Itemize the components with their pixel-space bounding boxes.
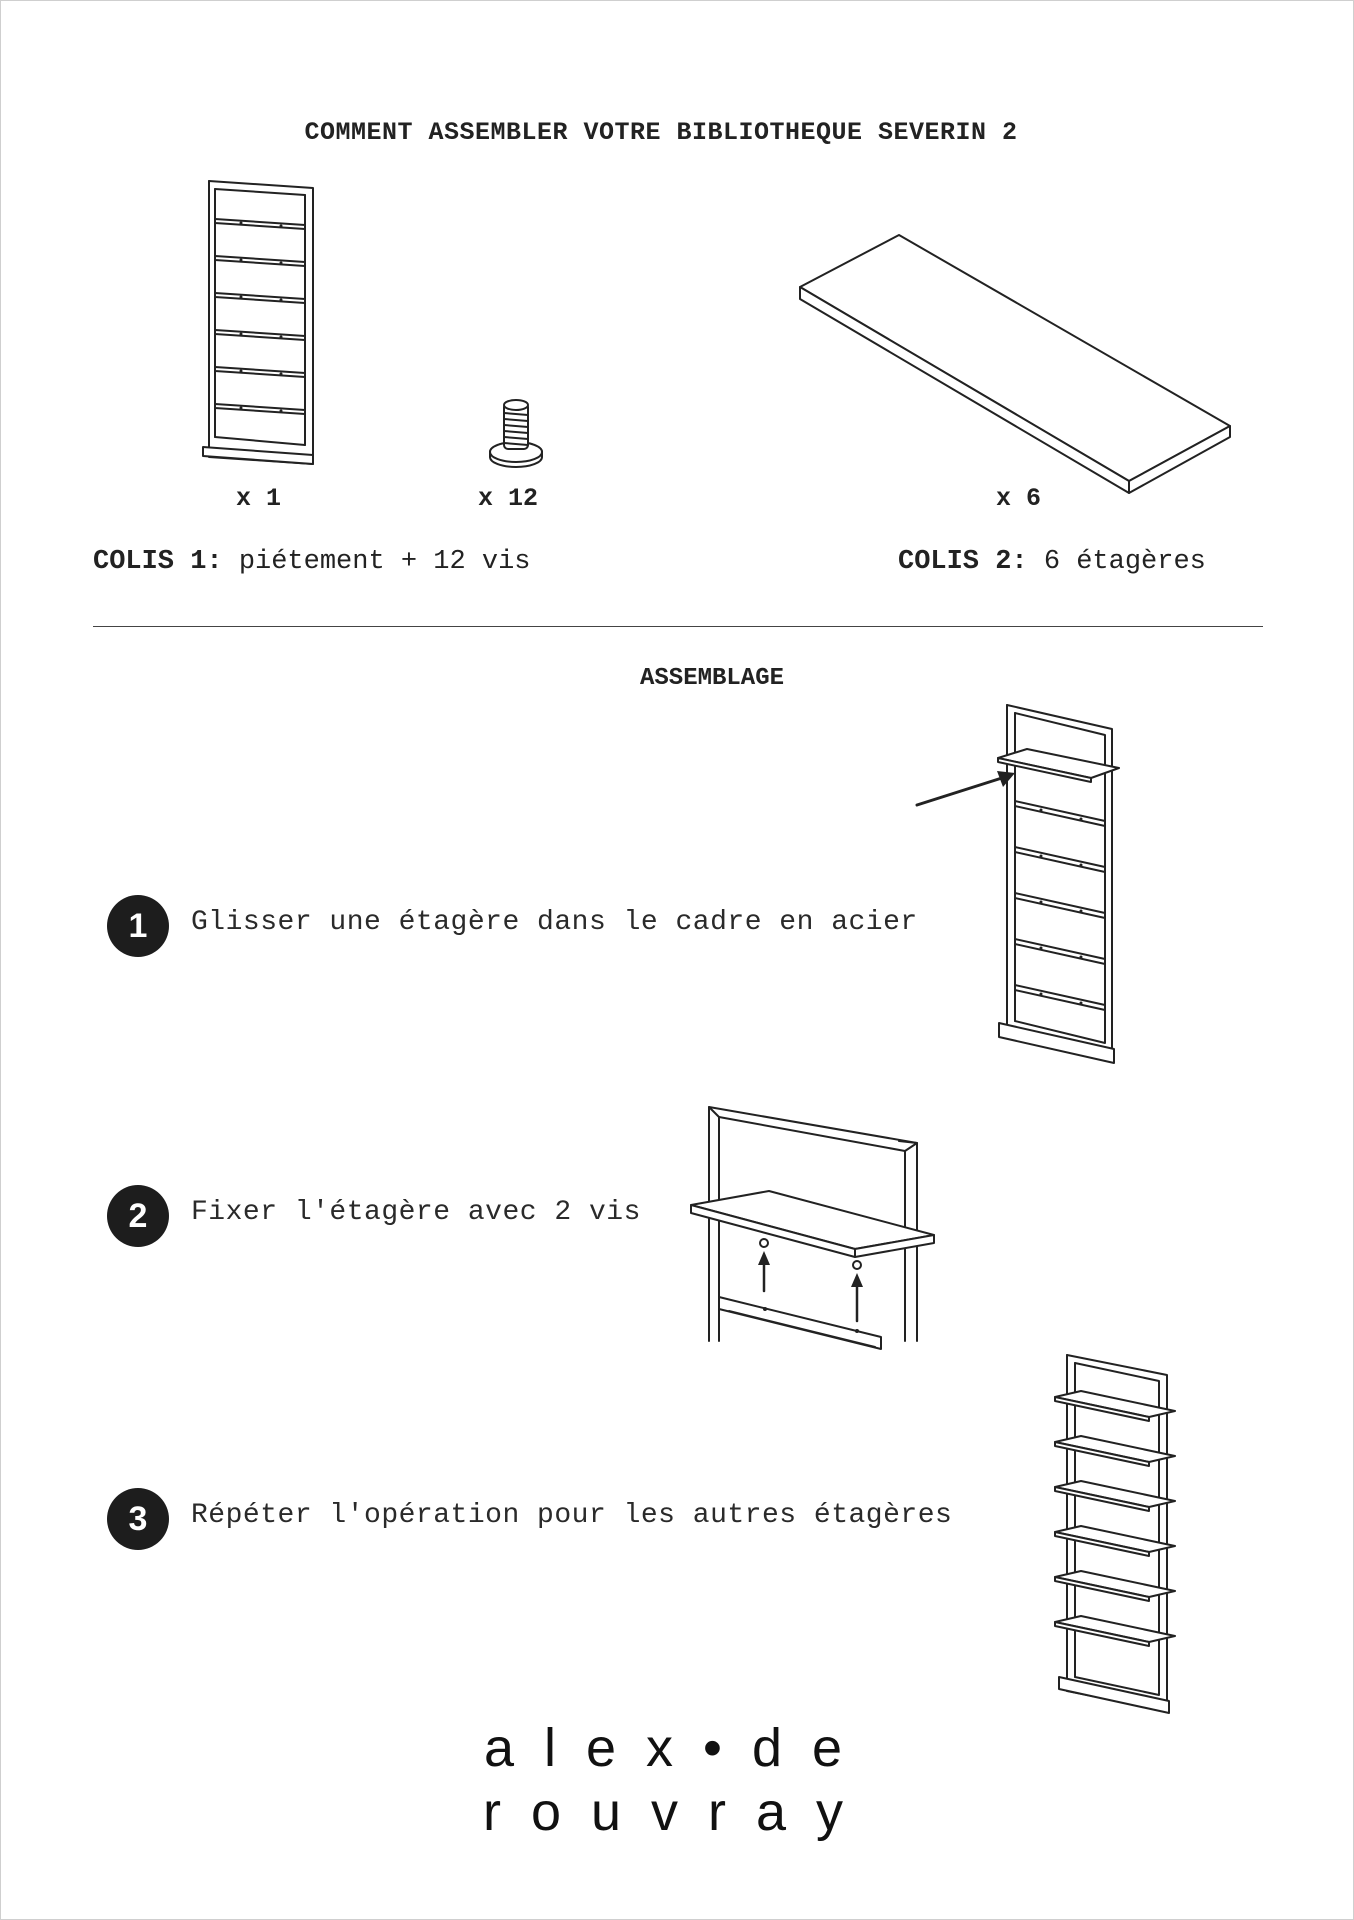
shelf-illustration — [796, 231, 1236, 501]
step-2-text: Fixer l'étagère avec 2 vis — [191, 1197, 641, 1228]
package-2-contents: 6 étagères — [1043, 547, 1206, 577]
brand-logo-line-2: rouvray — [482, 1782, 874, 1842]
step-1-text: Glisser une étagère dans le cadre en acier — [191, 907, 918, 938]
package-1 — [93, 547, 530, 577]
step-1-badge: 1 — [107, 895, 169, 957]
package-1-contents: piétement + 12 vis — [238, 547, 531, 577]
package-1-label: COLIS 1: — [93, 547, 223, 577]
package-2 — [898, 547, 1206, 577]
step-2-illustration — [689, 1101, 939, 1361]
frame-illustration — [201, 179, 321, 469]
step-1-illustration — [911, 701, 1131, 1071]
section-divider — [93, 626, 1263, 627]
brand-logo-line-1: alex•de — [483, 1718, 873, 1778]
step-3-illustration — [1051, 1351, 1181, 1721]
screw-icon — [486, 397, 546, 467]
step-3-text: Répéter l'opération pour les autres étagères — [191, 1500, 953, 1531]
screw-quantity: x 12 — [478, 484, 539, 513]
page-title: COMMENT ASSEMBLER VOTRE BIBLIOTHEQUE SEVERIN 2 — [304, 118, 1018, 147]
shelf-quantity: x 6 — [996, 484, 1042, 513]
package-2-label: COLIS 2: — [898, 547, 1028, 577]
frame-quantity: x 1 — [236, 484, 282, 513]
step-2-badge: 2 — [107, 1185, 169, 1247]
assembly-title: ASSEMBLAGE — [639, 665, 785, 692]
step-3-badge: 3 — [107, 1488, 169, 1550]
